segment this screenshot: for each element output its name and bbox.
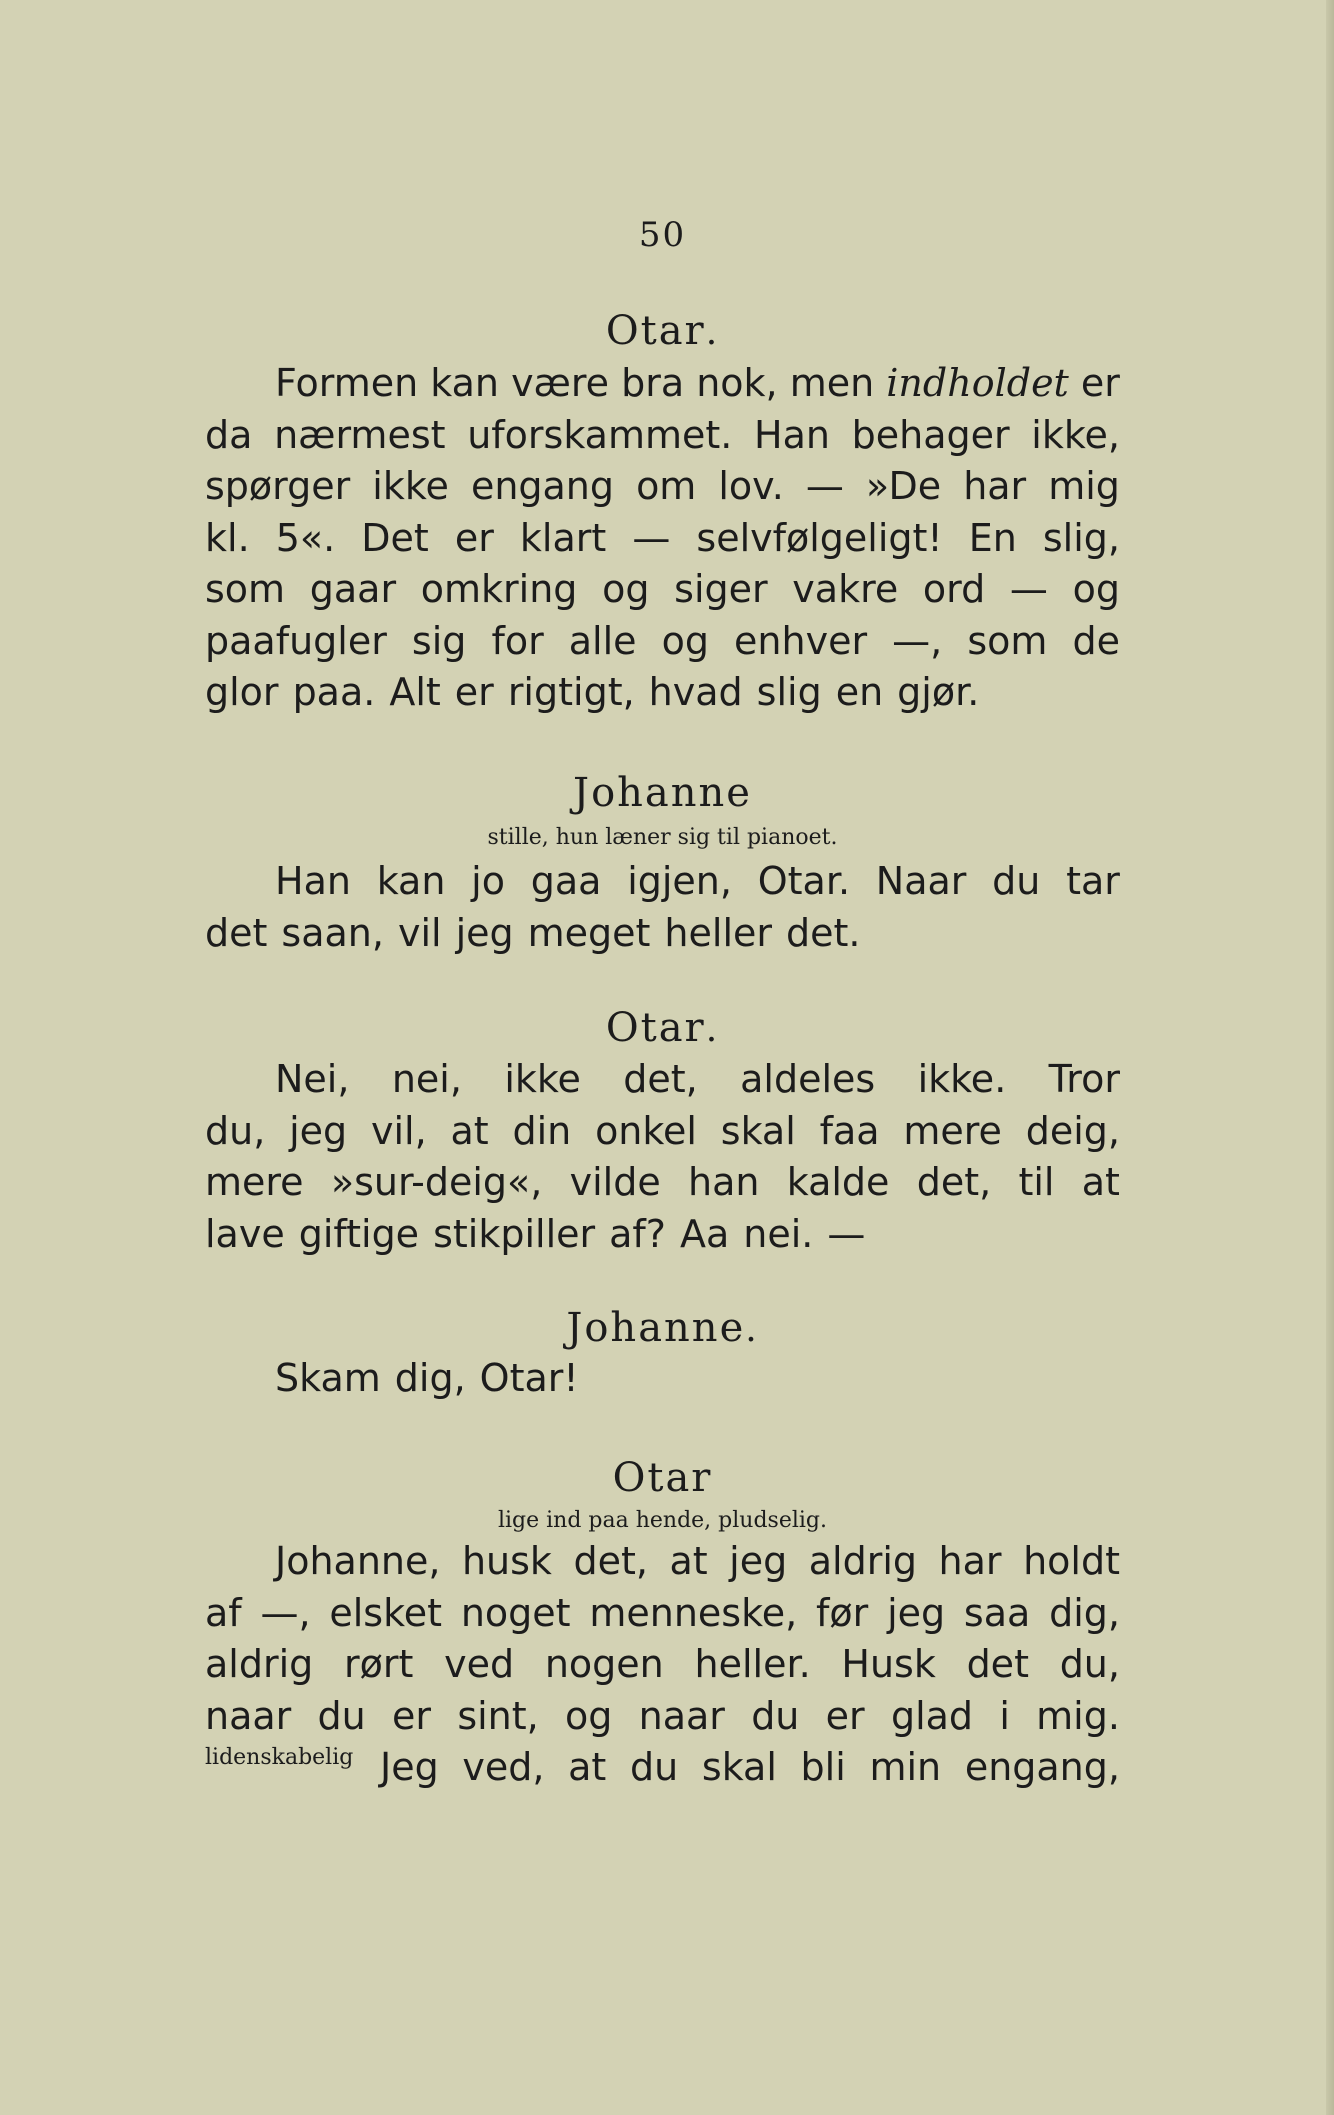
word: er (454, 515, 494, 560)
word: er (825, 1693, 865, 1738)
word: aldrig (808, 1539, 918, 1583)
word: husk (461, 1539, 552, 1583)
word: i (999, 1693, 1010, 1738)
word: du (317, 1693, 366, 1738)
margin-stage-note: lidenskabelig (205, 1745, 354, 1770)
word: — (805, 464, 844, 508)
word: ikke, (1031, 412, 1120, 457)
word: uforskammet. (467, 412, 733, 457)
text-line (205, 1105, 1120, 1157)
word: kalde (786, 1160, 890, 1204)
word: slig (756, 670, 822, 714)
word: rigtigt, (507, 670, 635, 714)
text-line (205, 460, 1120, 512)
word: vilde (569, 1160, 661, 1204)
word: glor (205, 670, 279, 714)
text-line (275, 1535, 1120, 1587)
speaker-heading (205, 770, 1120, 816)
word: »De (865, 464, 942, 508)
word: at (568, 1745, 607, 1789)
word: 5«. (275, 515, 336, 560)
text-line (205, 1690, 1120, 1742)
word: glad (890, 1693, 974, 1738)
word: paafugler (205, 618, 387, 663)
word: du (992, 859, 1041, 903)
word: onkel (595, 1108, 697, 1153)
text-line (205, 615, 1120, 667)
word: da (205, 412, 253, 457)
word: gjør. (897, 670, 980, 714)
word: saa (963, 1590, 1031, 1635)
word: alle (568, 618, 637, 663)
word: behager (851, 412, 1010, 457)
word: til (1018, 1160, 1055, 1204)
word: det, (573, 1539, 648, 1583)
word: rørt (344, 1642, 414, 1686)
word: lov. (718, 464, 784, 508)
word: ikke (372, 464, 449, 508)
word: Han (275, 859, 351, 903)
word: Naar (875, 859, 967, 903)
word: vil (397, 910, 442, 955)
word: og (1072, 567, 1120, 611)
word: være (511, 361, 610, 405)
word: det. (786, 910, 861, 955)
word: slig, (1042, 515, 1120, 560)
text-line (205, 512, 1120, 564)
speaker-name: Otar (605, 308, 706, 354)
word: heller. (694, 1642, 811, 1686)
word: er (454, 670, 494, 714)
page-edge (1326, 0, 1334, 2115)
word: jeg (729, 1539, 788, 1583)
word: —, (260, 1590, 311, 1635)
word: ikke (504, 1057, 581, 1101)
speaker-heading (205, 1455, 1120, 1501)
word: enhver (734, 618, 868, 663)
word: aldeles (740, 1057, 876, 1101)
text-line (205, 563, 1120, 615)
word: nogen (544, 1642, 664, 1686)
word: Skam (275, 1356, 381, 1400)
word: har (963, 464, 1027, 508)
word: Han (754, 412, 830, 457)
word: skal (701, 1745, 777, 1789)
text-line (275, 357, 1120, 409)
speaker-suffix: . (745, 1309, 759, 1350)
word: paa. (292, 670, 376, 714)
word: Husk (841, 1642, 936, 1686)
word: sint, (457, 1693, 539, 1738)
word: jeg (887, 1590, 946, 1635)
word: jo (471, 859, 505, 903)
text-line (275, 1352, 1120, 1404)
word: du (751, 1693, 800, 1738)
word: det (205, 910, 268, 955)
word: tar (1066, 859, 1120, 903)
word: siger (674, 567, 768, 611)
word: at (669, 1539, 708, 1583)
word: og (565, 1693, 613, 1738)
word: naar (638, 1693, 725, 1738)
word: —, (892, 618, 943, 663)
word: nok, (696, 361, 778, 405)
word: omkring (420, 567, 578, 611)
word: gaar (309, 567, 397, 611)
word: af? (609, 1211, 666, 1256)
word: det (966, 1642, 1029, 1686)
word: mig. (1036, 1693, 1120, 1738)
word: vakre (792, 567, 899, 611)
speaker-name: Johanne (573, 770, 752, 816)
word: som (205, 567, 286, 611)
word: Tror (1048, 1057, 1120, 1101)
word: Otar. (757, 859, 851, 903)
word: nærmest (274, 412, 446, 457)
word: jeg (289, 1108, 348, 1153)
word: som (967, 618, 1048, 663)
word: mig (1048, 464, 1120, 508)
word: giftige (298, 1211, 420, 1256)
speaker-suffix: . (705, 312, 720, 353)
word: Aa (679, 1211, 730, 1256)
speaker-name: Otar (605, 1005, 706, 1051)
word: stikpiller (433, 1211, 596, 1256)
word: din (512, 1108, 572, 1153)
word: naar (205, 1693, 292, 1738)
text-line (205, 1208, 1120, 1260)
word: selvfølgeligt! (696, 515, 943, 560)
word: af (205, 1590, 242, 1635)
word: noget (460, 1590, 571, 1635)
word: og (661, 618, 709, 663)
word: har (938, 1539, 1002, 1583)
word: sig (411, 618, 467, 663)
word: hvad (648, 670, 743, 714)
word: vil, (370, 1108, 427, 1153)
text-line (275, 855, 1120, 907)
word: Nei, (275, 1057, 350, 1101)
word: det, (623, 1057, 698, 1101)
word: kl. (205, 515, 250, 560)
word: menneske, (589, 1590, 798, 1635)
word: han (688, 1160, 760, 1204)
word: de (1072, 618, 1120, 663)
word: Formen (275, 361, 419, 405)
stage-direction: stille, hun læner sig til pianoet. (487, 825, 838, 850)
word: meget (527, 910, 651, 955)
word: er (1080, 361, 1120, 405)
text-line (380, 1741, 1120, 1793)
word: indholdet (886, 361, 1069, 405)
word: dig, (1049, 1590, 1120, 1635)
word: Otar! (479, 1356, 579, 1400)
word: ved, (462, 1745, 545, 1789)
word: heller (664, 910, 773, 955)
word: engang (470, 464, 615, 508)
word: klart (519, 515, 607, 560)
word: er (392, 1693, 432, 1738)
word: Alt (389, 670, 441, 714)
speaker-heading (205, 1305, 1120, 1351)
word: bli (800, 1745, 846, 1789)
word: du, (1059, 1642, 1120, 1686)
word: spørger (205, 464, 351, 508)
word: før (816, 1590, 869, 1635)
word: du, (205, 1108, 266, 1153)
book-page (205, 0, 1120, 2115)
word: skal (720, 1108, 796, 1153)
speaker-name: Johanne (566, 1305, 746, 1351)
word: Det (361, 515, 429, 560)
text-line (275, 1053, 1120, 1105)
word: ikke. (917, 1057, 1007, 1101)
word: og (602, 567, 650, 611)
word: min (869, 1745, 942, 1789)
word: saan, (281, 910, 384, 955)
word: En (968, 515, 1017, 560)
word: bra (621, 361, 685, 405)
word: elsket (329, 1590, 443, 1635)
page-number: 50 (638, 215, 687, 255)
word: engang, (964, 1745, 1120, 1789)
word: aldrig (205, 1642, 314, 1686)
word: — (827, 1211, 866, 1256)
word: dig, (394, 1356, 466, 1400)
word: kan (430, 361, 499, 405)
text-line (205, 409, 1120, 461)
word: mere (903, 1108, 1002, 1153)
word: faa (819, 1108, 880, 1153)
speaker-heading (205, 1005, 1120, 1051)
word: om (636, 464, 697, 508)
word: nei. (743, 1211, 814, 1256)
word: nei, (391, 1057, 462, 1101)
speaker-name: Otar (612, 1455, 713, 1501)
speaker-heading (205, 308, 1120, 354)
word: en (835, 670, 884, 714)
word: deig, (1025, 1108, 1120, 1153)
word: ved (444, 1642, 515, 1686)
text-line (205, 907, 1120, 959)
word: du (630, 1745, 679, 1789)
word: — (1009, 567, 1048, 611)
stage-direction: lige ind paa hende, pludselig. (497, 1508, 828, 1533)
word: mere (205, 1160, 304, 1204)
word: at (450, 1108, 489, 1153)
word: men (789, 361, 875, 405)
word: kan (376, 859, 446, 903)
word: gaa (530, 859, 602, 903)
word: Jeg (380, 1745, 439, 1789)
speaker-suffix: . (705, 1009, 720, 1050)
word: at (1081, 1160, 1120, 1204)
word: jeg (455, 910, 514, 955)
text-line (205, 1156, 1120, 1208)
word: »sur-deig«, (330, 1160, 543, 1204)
word: det, (916, 1160, 992, 1204)
text-line (205, 666, 1120, 718)
word: lave (205, 1211, 285, 1256)
word: igjen, (627, 859, 732, 903)
word: — (632, 515, 671, 560)
word: ord (922, 567, 986, 611)
word: holdt (1023, 1539, 1120, 1583)
word: Johanne, (275, 1539, 441, 1583)
word: for (491, 618, 544, 663)
text-line (205, 1638, 1120, 1690)
text-line (205, 1587, 1120, 1639)
